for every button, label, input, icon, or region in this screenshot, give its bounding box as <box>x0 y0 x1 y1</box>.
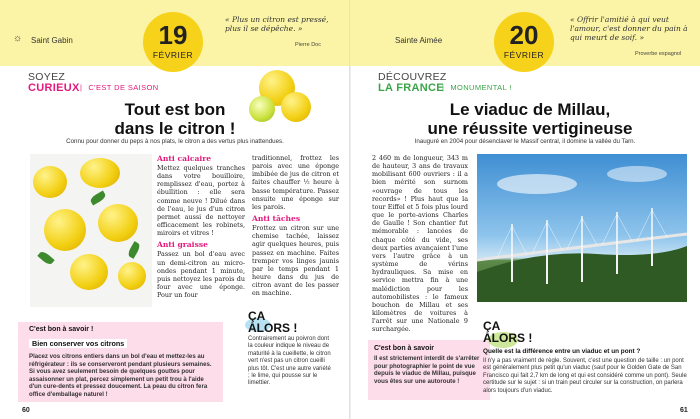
category-line2: LA FRANCE <box>378 82 444 94</box>
category-sub: | C'EST DE SAISON <box>80 83 159 92</box>
category-line2: CURIEUX <box>28 82 80 94</box>
tip-box-title: C'est bon à savoir <box>374 345 435 352</box>
text-column <box>372 154 468 333</box>
ca-alors-title: ÇA ALORS ! <box>483 319 533 345</box>
quote-text: « Plus un citron est pressé, plus il se dépêche. » <box>225 15 329 33</box>
tip-box-title: C'est bon à savoir ! <box>29 326 94 333</box>
tip-box-text: Il est strictement interdit de s'arrêter pour photographier le point de vue depuis le viaduc de Millau, puisque vous êtes sur une autoroute ! <box>374 355 480 385</box>
tip-box-subtitle: Bien conserver vos citrons <box>29 339 127 348</box>
date-month: FÉVRIER <box>503 50 545 60</box>
quote-author: Pierre Doc <box>295 42 321 48</box>
text-column-2 <box>252 154 339 298</box>
date-month: FÉVRIER <box>152 50 194 60</box>
page-number: 60 <box>22 407 30 414</box>
lemon-illustration <box>245 66 320 128</box>
lemons-photo <box>30 154 152 307</box>
page-number: 61 <box>680 407 688 414</box>
date-day: 19 <box>158 20 188 50</box>
subheading-graisse: Anti graisse <box>157 240 208 250</box>
article-title: Tout est bon dans le citron ! <box>114 100 236 138</box>
ca-alors-question: Quelle est la différence entre un viaduc et un pont ? <box>483 348 641 355</box>
date-badge <box>494 12 554 72</box>
date-day: 20 <box>509 20 539 50</box>
tip-box <box>368 340 490 400</box>
paragraph-graisse: Passez un bol d'eau avec un demi-citron au micro-ondes pendant 1 minute, puis nettoyez les parois du four avec une éponge. Pour un four <box>157 250 245 300</box>
text-column-1 <box>157 154 245 299</box>
paragraph-main: 2 460 m de longueur, 343 m de hauteur, 3 ans de travaux mobilisant 600 ouvriers : il a bien mérité son surnom «ouvrage de tous les records» ! Plus haut que la tour Eiffel et 5 fois plus lourd que le porte-avions Charles de Gaulle ! Son chantier fut mémorable : lancées de chaque côté du vide, ses deux parties avançaient l'une vers l'autre grâce à un système de vérins hydrauliques. Sa mise en service mettra fin à une malédiction pour les automobilistes : le fameux bouchon de Millau et ses kilomètres de voitures à l'arrêt sur une Nationale 9 surchargée. <box>372 154 468 334</box>
right-page <box>350 0 700 419</box>
category-line1: DÉCOUVREZ <box>378 71 447 83</box>
tip-box <box>18 322 223 402</box>
category-line1: SOYEZ <box>28 71 66 83</box>
category-sub: | MONUMENTAL ! <box>442 83 512 92</box>
date-badge <box>143 12 203 72</box>
viaduct-drawing <box>477 154 687 302</box>
quote-author: Proverbe espagnol <box>635 51 682 57</box>
quote-text: « Offrir l'amitié à qui veut l'amour, c'est donner du pain à qui meurt de soif. » <box>570 15 688 42</box>
paragraph-taches: Frottez un citron sur une chemise tachée, laissez agir quelques heures, puis passez en machine. Faites tremper vos linges jaunis par le temps pendant 1 heure dans du jus de citron avant de les passer en machine. <box>252 224 339 298</box>
paragraph-continued: traditionnel, frottez les parois avec une éponge imbibée de jus de citron et faites chauffer ½ heure à basse température. Passez ensuite une éponge sur les parois. <box>252 154 339 211</box>
saint-name: Saint Gabin <box>31 36 73 45</box>
article-intro: Inauguré en 2004 pour désenclaver le Massif central, il domine la vallée du Tarn. <box>414 138 636 145</box>
subheading-calcaire: Anti calcaire <box>157 154 212 163</box>
saint-name: Sainte Aimée <box>395 36 443 45</box>
ca-alors-text: Il n'y a pas vraiment de règle. Souvent, c'est une question de taille : un pont est généralement plus petit qu'un viaduc (sauf pour le Golden Gate de San Francisco qui fait 2,7 km de long et qui est considéré comme un pont). Seule certitude sur le sujet : si un train peut circuler sur la construction, on parlera alors toujours d'un viaduc. <box>483 358 687 394</box>
article-title: Le viaduc de Millau, une réussite vertigineuse <box>427 100 633 138</box>
subheading-taches: Anti tâches <box>252 214 301 224</box>
viaduct-photo <box>477 154 687 302</box>
tip-box-text: Placez vos citrons entiers dans un bol d'eau et mettez-les au réfrigérateur : ils se conserveront pendant plusieurs semaines. Si vous avez seulement besoin de quelques gouttes pour assaisonner un plat, percez simplement un petit trou à l'aide d'un cure-dents et pressez doucement. La peau du citron fera office d'emballage naturel ! <box>29 353 212 398</box>
ca-alors-text: Contrairement au poivron dont la couleur indique le niveau de maturité à la cueillette, le citron vert n'est pas un citron cueilli plus tôt. C'est une autre variété ; le lime, qui pousse sur le limettier. <box>248 336 331 387</box>
sun-icon: ☼ <box>13 33 23 44</box>
article-intro: Connu pour donner du peps à nos plats, le citron a des vertus plus inattendues. <box>66 138 284 145</box>
paragraph-calcaire: Mettez quelques tranches dans votre bouilloire, remplissez d'eau, portez à ébullition : elle sera comme neuve ! Dilué dans de l'eau, le jus d'un citron permet aussi de nettoyer efficacement les robinets, miroirs et vitres ! <box>157 164 245 238</box>
ca-alors-title: ÇA ALORS ! <box>248 309 298 335</box>
